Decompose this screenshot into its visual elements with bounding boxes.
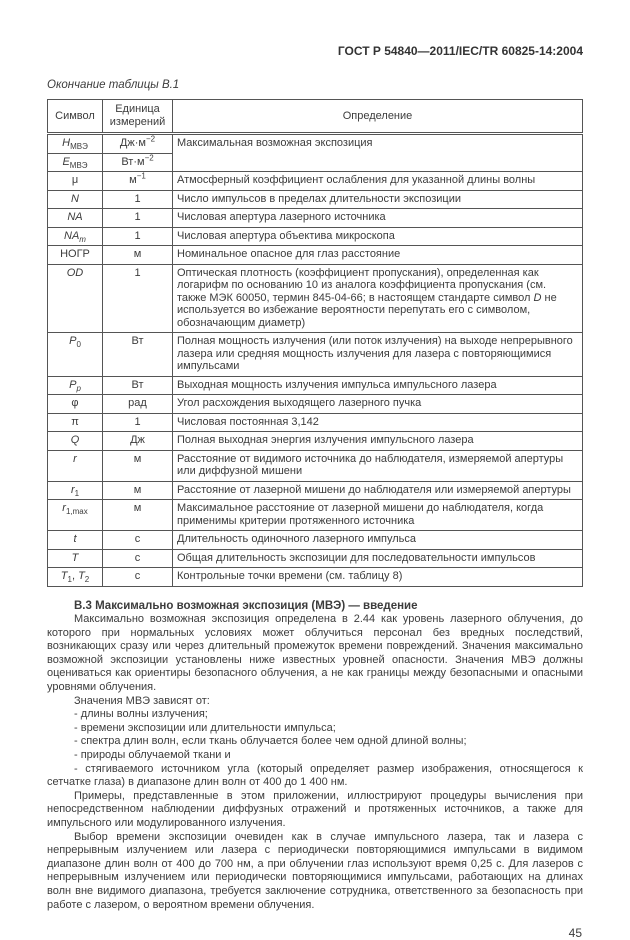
symbol-cell: НОГР — [48, 246, 103, 265]
table-row — [48, 531, 583, 550]
unit-cell: Вт — [103, 333, 173, 377]
paragraph: Примеры, представленные в этом приложении, иллюстрируют процедуры вычисления при непосредственном наблюдении диффузных отражений и протяженных источников, а также для импульсного или модулированного излучения. — [47, 789, 583, 829]
definition-cell: Полная выходная энергия излучения импульсного лазера — [173, 432, 583, 451]
paragraph: Максимально возможная экспозиция определена в 2.44 как уровень лазерного облучения, до которого при нормальных условиях может облучиться персонал без вредных последствий, возникающих сразу или через длительный промежуток времени повреждений. Значения максимально возможной экспозиции установлены ниже известных уровней опасности. Значения МВЭ должны оцениваться как ориентиры безопасного облучения, а не как границы между безопасными и опасными уровнями облучения. — [47, 613, 583, 694]
unit-cell: м — [103, 500, 173, 531]
paragraph: - природы облучаемой ткани и — [74, 749, 231, 762]
unit-cell: 1 — [103, 413, 173, 432]
definition-cell: Полная мощность излучения (или поток излучения) на выходе непрерывного лазера или средняя мощность излучения для лазера с повторяющимися импульсами — [173, 333, 583, 377]
paragraph: - стягиваемого источником угла (который определяет размер изображения, относящегося к сетчатке глаза) в диапазоне длин волн от 400 до 1 400 нм. — [47, 762, 583, 789]
paragraph: Значения МВЭ зависят от: — [74, 694, 210, 707]
unit-cell: м — [103, 481, 173, 500]
symbol-cell: NA — [48, 209, 103, 228]
table-row — [48, 481, 583, 500]
table-row — [48, 190, 583, 209]
symbol-cell: $P_p$ — [48, 376, 103, 395]
unit-cell: м — [103, 246, 173, 265]
paragraph: - длины волны излучения; — [74, 708, 208, 721]
column-header-unit: Единица измерений — [103, 100, 173, 134]
table-row — [48, 549, 583, 568]
column-header-symbol: Символ — [48, 100, 103, 134]
definition-cell: Числовая апертура объектива микроскопа — [173, 227, 583, 246]
unit-cell: м — [103, 450, 173, 481]
section-body — [47, 613, 583, 912]
definition-cell: Оптическая плотность (коэффициент пропускания), определенная как логарифм по основанию 10 из аналога коэффициента пропускания (см. также МЭК 60050, термин 845-04-66; в настоящем стандарте символ D не используется во избежание вероятности перепутать его с символом, обозначающим диаметр) — [173, 264, 583, 333]
symbol-cell: N — [48, 190, 103, 209]
table-row — [48, 376, 583, 395]
definition-cell: Максимальное расстояние от лазерной мишени до наблюдателя, когда применимы критерии протяженного источника — [173, 500, 583, 531]
symbols-table-body — [48, 134, 583, 587]
symbol-cell: μ — [48, 172, 103, 191]
definition-cell: Атмосферный коэффициент ослабления для указанной длины волны — [173, 172, 583, 191]
symbol-cell: $E_{МВЭ}$ — [48, 153, 103, 172]
table-row — [48, 450, 583, 481]
table-row — [48, 395, 583, 414]
table-row — [48, 432, 583, 451]
unit-cell: рад — [103, 395, 173, 414]
definition-cell: Общая длительность экспозиции для последовательности импульсов — [173, 549, 583, 568]
symbol-cell: $r_{1,max}$ — [48, 500, 103, 531]
unit-cell: Вт — [103, 376, 173, 395]
symbol-cell: $T_1$, $T_2$ — [48, 568, 103, 587]
table-caption: Окончание таблицы В.1 — [47, 79, 180, 91]
unit-cell: с — [103, 531, 173, 550]
table-header-row — [48, 100, 583, 134]
unit-cell: $м^{-1}$ — [103, 172, 173, 191]
table-row — [48, 333, 583, 377]
definition-cell: Выходная мощность излучения импульса импульсного лазера — [173, 376, 583, 395]
unit-cell: с — [103, 549, 173, 568]
unit-cell: $Дж\cdot м^{-2}$ — [103, 134, 173, 154]
document-header: ГОСТ Р 54840—2011/IEC/TR 60825-14:2004 — [337, 44, 583, 58]
section-heading: В.3 Максимально возможная экспозиция (МВЭ) — введение — [74, 599, 418, 612]
table-row — [48, 227, 583, 246]
unit-cell: 1 — [103, 264, 173, 333]
symbol-cell: r — [48, 450, 103, 481]
table-row — [48, 134, 583, 154]
table-row — [48, 500, 583, 531]
table-row — [48, 264, 583, 333]
definition-cell: Угол расхождения выходящего лазерного пучка — [173, 395, 583, 414]
symbol-cell: $NA_m$ — [48, 227, 103, 246]
table-row — [48, 246, 583, 265]
definition-cell: Расстояние от видимого источника до наблюдателя, измеряемой апертуры или диффузной мишени — [173, 450, 583, 481]
symbol-cell: π — [48, 413, 103, 432]
symbol-cell: OD — [48, 264, 103, 333]
symbol-cell: T — [48, 549, 103, 568]
table-row — [48, 413, 583, 432]
unit-cell: 1 — [103, 227, 173, 246]
unit-cell: с — [103, 568, 173, 587]
symbol-cell: $r_1$ — [48, 481, 103, 500]
definition-cell: Длительность одиночного лазерного импульса — [173, 531, 583, 550]
column-header-definition: Определение — [173, 100, 583, 134]
symbol-cell: t — [48, 531, 103, 550]
definition-cell: Число импульсов в пределах длительности экспозиции — [173, 190, 583, 209]
table-row — [48, 209, 583, 228]
symbols-table — [47, 99, 583, 587]
section-b3 — [47, 600, 583, 913]
unit-cell: Дж — [103, 432, 173, 451]
table-row — [48, 172, 583, 191]
symbol-cell: Q — [48, 432, 103, 451]
definition-cell: Контрольные точки времени (см. таблицу 8) — [173, 568, 583, 587]
paragraph: - времени экспозиции или длительности импульса; — [74, 721, 336, 734]
definition-cell: Расстояние от лазерной мишени до наблюдателя или измеряемой апертуры — [173, 481, 583, 500]
definition-cell: Числовая апертура лазерного источника — [173, 209, 583, 228]
paragraph: Выбор времени экспозиции очевиден как в случае импульсного лазера, так и лазера с непрерывным излучением или лазера с периодически повторяющимися импульсами в видимом диапазоне длин волн от 400 до 700 нм, а при облучении глаз используют время 0,25 с. Для лазеров с непрерывным излучением или периодически повторяющимися импульсами, работающих на длинах волн вне видимого диапазона, требуется заключение сотрудника, ответственного за безопасность при работе с лазером, о вероятном времени облучения. — [47, 830, 583, 911]
symbols-table-head — [48, 100, 583, 134]
unit-cell: 1 — [103, 190, 173, 209]
page-number: 45 — [568, 926, 582, 940]
definition-cell: Номинальное опасное для глаз расстояние — [173, 246, 583, 265]
unit-cell: 1 — [103, 209, 173, 228]
symbol-cell: $P_0$ — [48, 333, 103, 377]
table-row — [48, 568, 583, 587]
symbol-cell: $H_{МВЭ}$ — [48, 134, 103, 154]
symbol-cell: φ — [48, 395, 103, 414]
unit-cell: $Вт\cdot м^{-2}$ — [103, 153, 173, 172]
paragraph: - спектра длин волн, если ткань облучается более чем одной длиной волны; — [74, 735, 467, 748]
definition-cell: Максимальная возможная экспозиция — [173, 134, 583, 172]
definition-cell: Числовая постоянная 3,142 — [173, 413, 583, 432]
